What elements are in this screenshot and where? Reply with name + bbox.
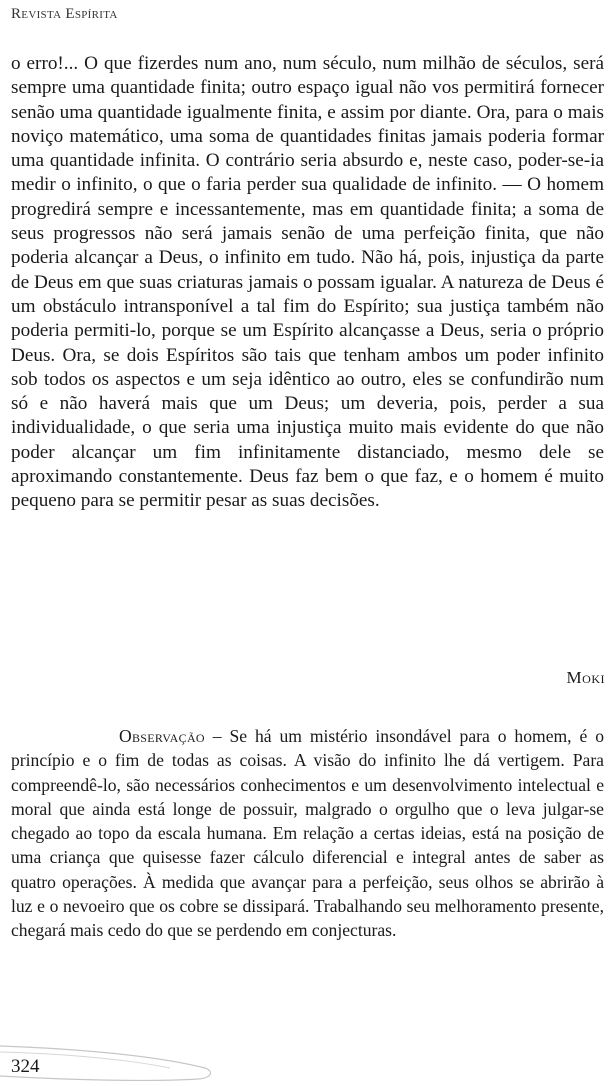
main-paragraph: o erro!... O que fizerdes num ano, num século, num milhão de séculos, será sempre uma quantidade finita; outro espaço igual não vos permitirá fornecer senão uma quantidade igualmente finita, e assim por diante. Ora, para o mais noviço matemático, uma soma de quantidades finitas jamais poderia formar uma quantidade infinita. O contrário seria absurdo e, neste caso, poder-se-ia medir o infinito, o que o faria perder sua qualidade de infinito. — O homem progredirá sempre e incessantemente, mas em quantidade finita; a soma de seus progressos não será jamais senão de uma perfeição finita, que não poderia alcançar a Deus, o infinito em tudo. Não há, pois, injustiça da parte de Deus em que suas criaturas jamais o possam igualar. A natureza de Deus é um obstáculo intransponível a tal fim do Espírito; sua justiça também não poderia permiti-lo, porque se um Espírito alcançasse a Deus, seria o próprio Deus. Ora, se dois Espíritos são tais que tenham ambos um poder infinito sob todos os aspectos e um seja idêntico ao outro, eles se confundirão num só e não haverá mais que um Deus; um deveria, pois, perder a sua individualidade, o que seria uma injustiça muito mais evidente do que não poder alcançar um fim infinitamente distanciado, mesmo dele se aproximando constantemente. Deus faz bem o que faz, e o homem é muito pequeno para se permitir pesar as suas decisões.: [11, 53, 604, 512]
observation-text: – Se há um mistério insondável para o homem, é o princípio e o fim de todas as coisas. A visão do infinito lhe dá vertigem. Para compreendê-lo, são necessários conhecimentos e um desenvolvimento intelectual e moral que ainda está longe de possuir, malgrado o orgulho que o leva julgar-se chegado ao topo da escala humana. Em relação a certas ideias, está na posição de uma criança que quisesse fazer cálculo diferencial e integral antes de saber as quatro operações. À medida que avançar para a perfeição, seus olhos se abrirão à luz e o nevoeiro que os cobre se dissipará. Trabalhando seu melhoramento presente, chegará mais cedo do que se perdendo em conjecturas.: [11, 726, 604, 941]
observation-note: [11, 724, 604, 943]
page-number: 324: [11, 1056, 40, 1077]
observation-label: Observação: [119, 726, 205, 746]
running-header: Revista Espírita: [11, 6, 118, 22]
author-signature: Moki: [566, 668, 605, 687]
